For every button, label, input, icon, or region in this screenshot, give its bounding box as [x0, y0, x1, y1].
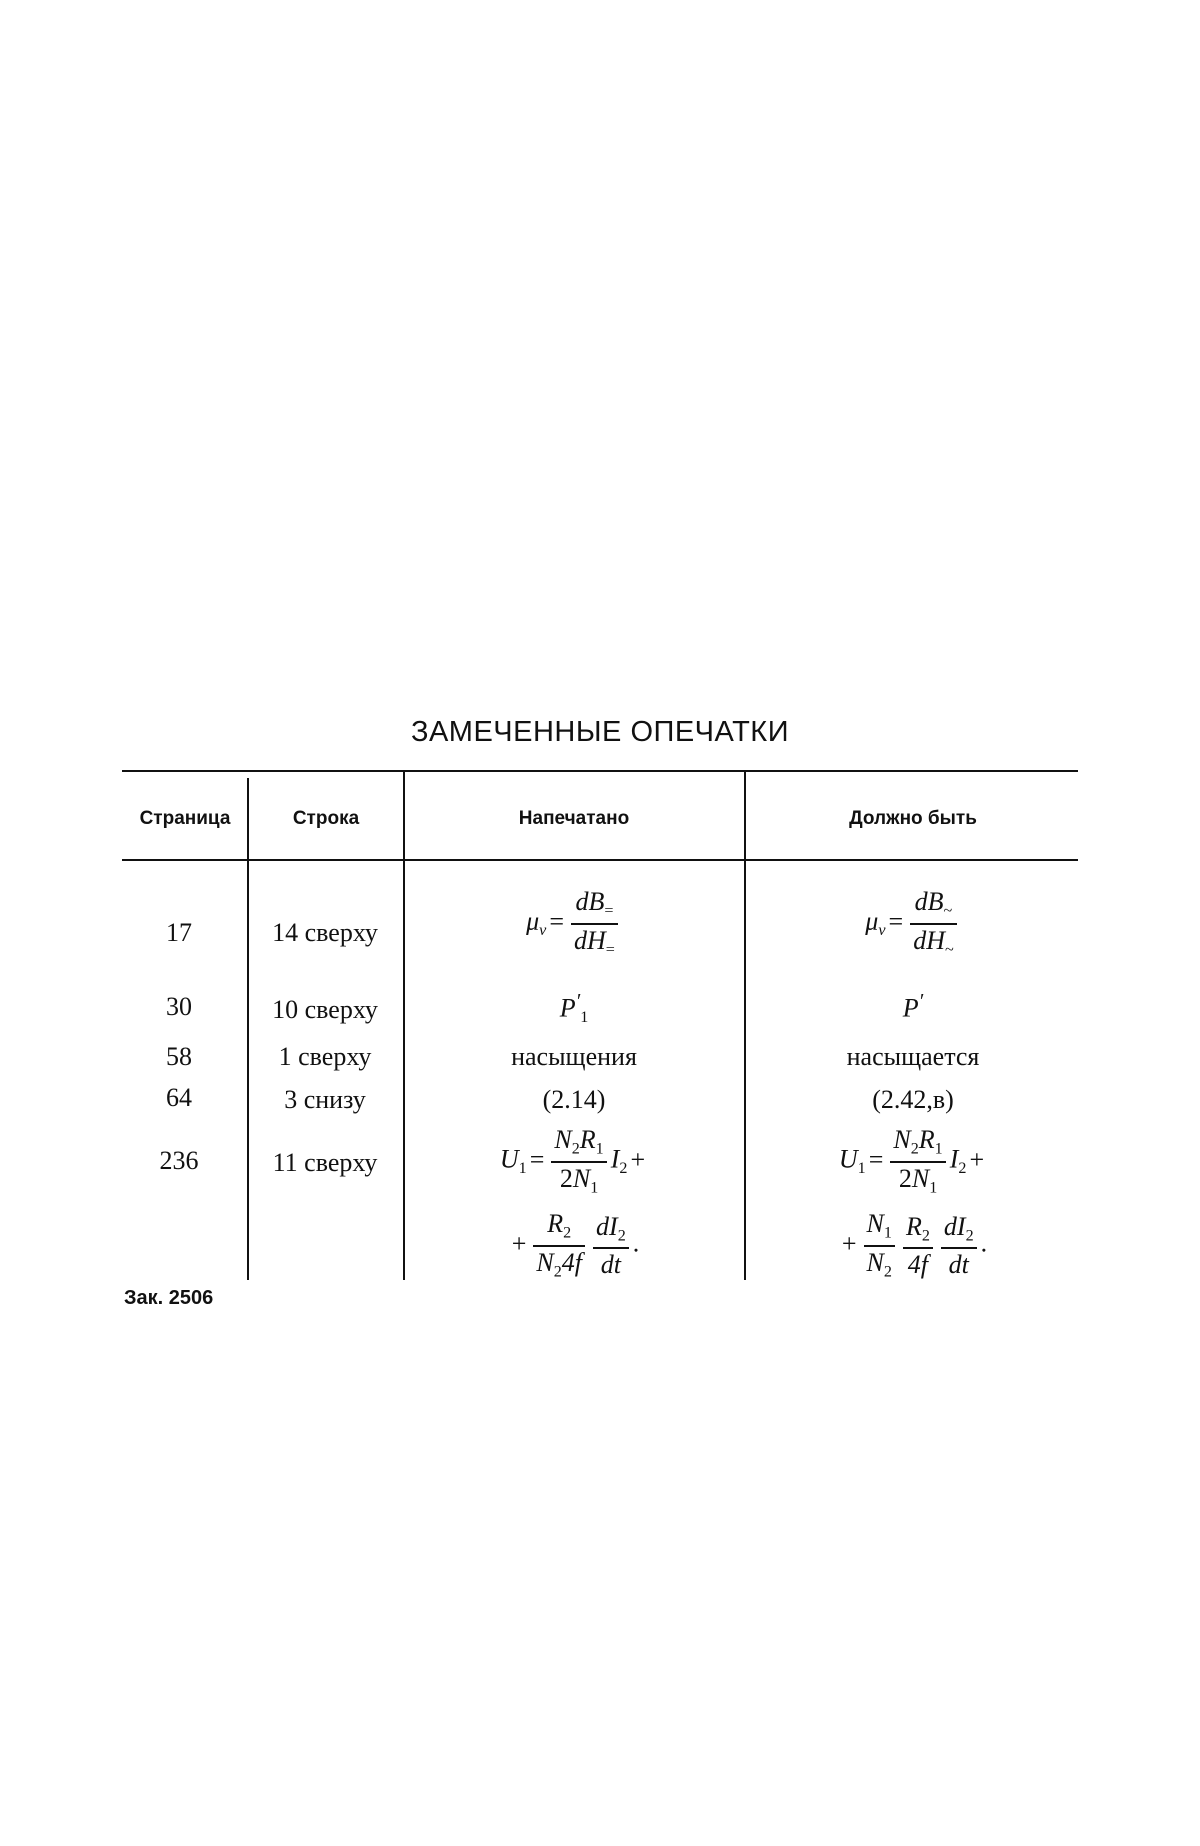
correct-formula-line-1: $U_1$ = $\frac{N_2R_1}{2N_1}$ $I_2$ +	[838, 1125, 985, 1197]
column-divider-3	[744, 772, 746, 1280]
fraction: $\frac{dI_2}{dt}$	[593, 1213, 629, 1279]
fraction: $\frac{R_2}{N_24f}$	[533, 1210, 585, 1281]
fraction: $\frac{N_2R_1}{2N_1}$	[551, 1126, 606, 1197]
correct-text: насыщается	[846, 1042, 980, 1071]
header-page: Страница	[139, 808, 231, 829]
column-divider-2	[403, 772, 405, 1280]
line-ref: 1 сверху	[278, 1042, 372, 1071]
printed-formula-line-1: $U_1$ = $\frac{N_2R_1}{2N_1}$ $I_2$ +	[499, 1125, 646, 1197]
header-printed: Напечатано	[518, 808, 630, 829]
printed-formula-line-2: + $\frac{R_2}{N_24f}$ $\frac{dI_2}{dt}$ .	[511, 1209, 640, 1281]
correct-symbol: P′	[902, 990, 924, 1023]
table-header-rule	[122, 859, 1078, 861]
line-ref: 3 снизу	[284, 1085, 366, 1114]
table-top-rule	[122, 770, 1078, 772]
page-number: 236	[159, 1146, 199, 1175]
fraction: $\frac{R_2}{4f}$	[903, 1213, 933, 1279]
line-ref: 11 сверху	[272, 1148, 378, 1177]
correct-formula-line-2: + $\frac{N_1}{N_2}$ $\frac{R_2}{4f}$ $\frac{dI_2}{dt}$ .	[841, 1209, 988, 1281]
printed-text: насыщения	[511, 1042, 637, 1071]
line-ref: 10 сверху	[272, 995, 378, 1024]
page-title: ЗАМЕЧЕННЫЕ ОПЕЧАТКИ	[410, 716, 790, 748]
fraction: $\frac{N_2R_1}{2N_1}$	[890, 1126, 945, 1197]
page-number: 30	[166, 992, 192, 1021]
fraction: $\frac{dB_\sim}{dH_\sim}$	[910, 888, 957, 959]
page-number: 58	[166, 1042, 192, 1071]
fraction: $\frac{dI_2}{dt}$	[941, 1213, 977, 1279]
printed-text: (2.14)	[542, 1085, 606, 1114]
header-line: Строка	[292, 808, 360, 829]
line-ref: 14 сверху	[272, 918, 378, 947]
printed-formula: $\mu_v$ = $\frac{dB_=}{dH_=}$	[406, 888, 742, 959]
header-correct: Должно быть	[849, 808, 977, 829]
printed-symbol: $P'_1$	[559, 990, 589, 1026]
correct-formula: $\mu_v$ = $\frac{dB_\sim}{dH_\sim}$	[748, 888, 1078, 959]
fraction: $\frac{dB_=}{dH_=}$	[571, 888, 618, 959]
page-number: 17	[166, 918, 192, 947]
fraction: $\frac{N_1}{N_2}$	[864, 1210, 895, 1281]
column-divider-1	[247, 778, 249, 1280]
page-number: 64	[166, 1083, 192, 1112]
order-number: Зак. 2506	[124, 1287, 214, 1309]
correct-text: (2.42,в)	[872, 1085, 954, 1114]
